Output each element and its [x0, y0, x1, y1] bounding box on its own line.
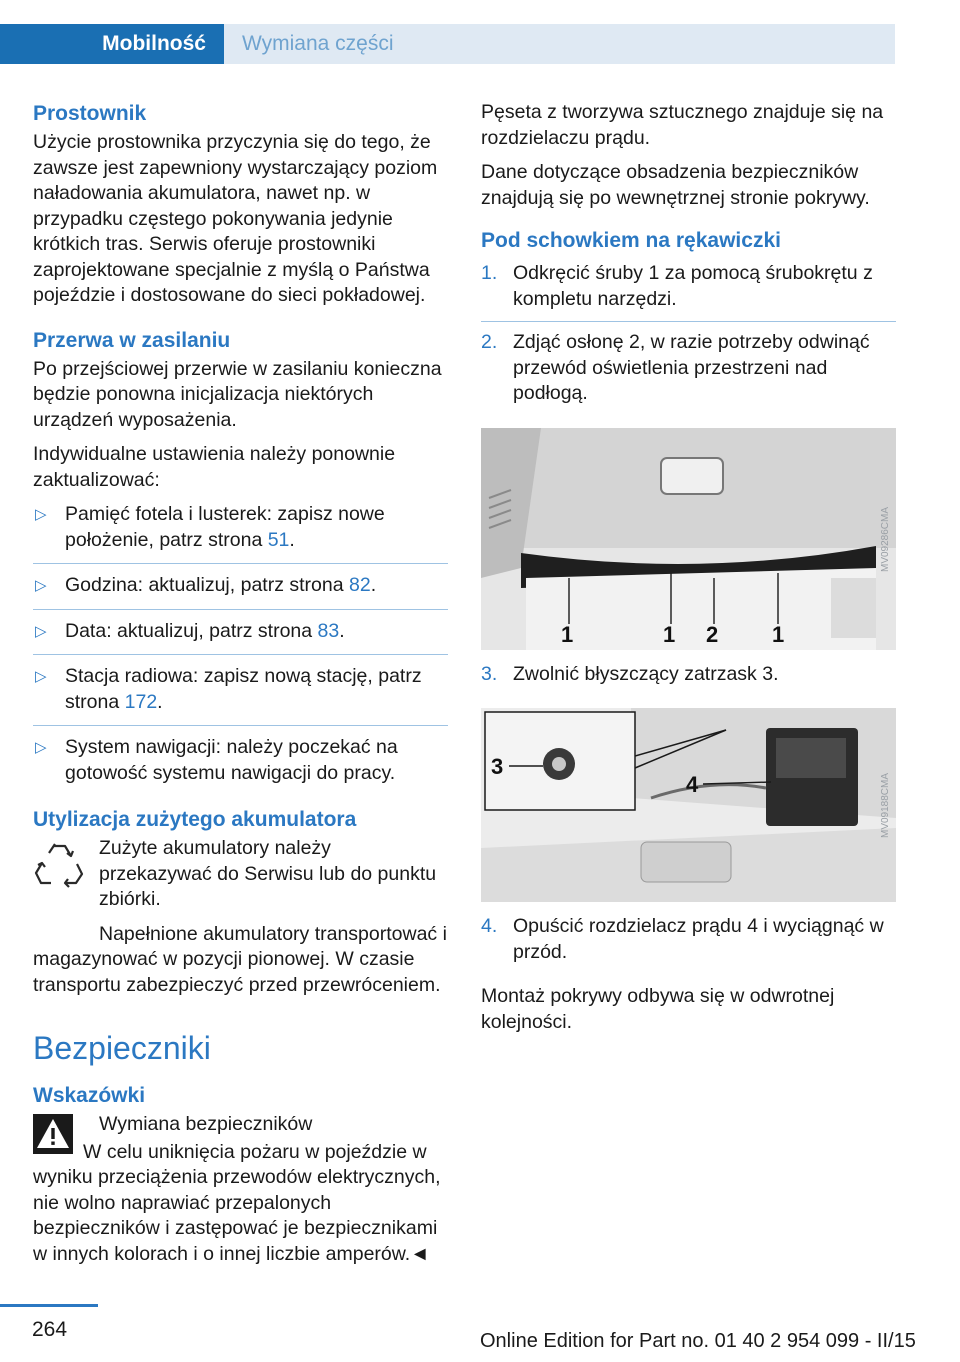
closing-text: Montaż pokrywy odbywa się w odwrotnej kolejności. — [481, 985, 835, 1033]
page-link[interactable]: 172 — [124, 690, 158, 713]
rectifier-text: Użycie prostownika przyczynia się do tego, że zawsze jest zapewniony wystarczający poziom naładowania akumulatora, nawet np. w przypadku częstego pokonywania jedynie krótkich tras. Serwis oferuje prostowniki zaprojektowane specjalnie z myślą o Państwa pojeździe i dostosowane do sieci pokładowej. — [33, 131, 438, 306]
edition-text: Online Edition for Part no. 01 40 2 954 099 - II/15 — [480, 1330, 916, 1352]
warning-title: Wymiana bezpieczników — [99, 1113, 313, 1135]
step-number: 3. — [481, 662, 498, 685]
list-item: ▷ Godzina: aktualizuj, patrz strona 82. — [33, 573, 448, 610]
glovebox-illustration — [481, 428, 896, 650]
glovebox-figure — [481, 428, 896, 650]
warning-text: W celu uniknięcia pożaru w pojeździe w wyniku przeciążenia przewodów elektrycznych, nie wolno naprawiać przepalonych bezpieczników i zastępować je bezpiecznikami w innych kolorach i o innej liczbie amperów.◄ — [33, 1140, 441, 1265]
fig2-label-4: 4 — [686, 772, 699, 797]
triangle-bullet-icon: ▷ — [35, 668, 47, 685]
triangle-bullet-icon: ▷ — [35, 506, 47, 523]
disposal-note — [33, 836, 448, 913]
triangle-bullet-icon: ▷ — [35, 739, 47, 756]
steps-list-b — [481, 662, 896, 697]
disposal-text: Zużyte akumulatory należy przekazywać do Serwisu lub do punktu zbiórki. — [99, 837, 437, 910]
fuses-heading: Bezpieczniki — [33, 1030, 211, 1066]
step-number: 4. — [481, 915, 498, 937]
list-item: ▷ Stacja radiowa: zapisz nową stację, patrz strona 172. — [33, 664, 448, 726]
fig1-label-2: 2 — [706, 621, 719, 647]
fuse-assignment-text: Dane dotyczące obsadzenia bezpieczników znajdują się po wewnętrznej stronie pokrywy. — [481, 161, 870, 209]
list-item: ▷ System nawigacji: należy poczekać na gotowość systemu nawigacji do pracy. — [35, 736, 398, 784]
step-text: Zdjąć osłonę 2, w razie potrzeby odwinąć przewód oświetlenia przestrzeni nad podłogą. — [513, 331, 870, 404]
notes-title: Wskazówki — [33, 1084, 146, 1107]
list-item: ▷ Data: aktualizuj, patrz strona 83. — [33, 619, 448, 656]
triangle-bullet-icon: ▷ — [35, 622, 47, 640]
fuse-warning — [33, 1112, 448, 1138]
header-subsection-tab: Wymiana części — [224, 24, 895, 64]
fig2-label-3: 3 — [491, 754, 504, 779]
glovebox-title: Pod schowkiem na rękawiczki — [481, 229, 781, 252]
fuse-box-figure — [481, 708, 896, 902]
update-settings-text: Indywidualne ustawienia należy ponownie zaktualizować: — [33, 443, 396, 491]
fig1-label-1b: 1 — [663, 621, 676, 647]
header-section-tab: Mobilność — [0, 24, 224, 64]
left-column — [33, 100, 448, 1276]
figure-code: MV09188CMA — [880, 772, 891, 838]
step-item — [481, 662, 896, 697]
settings-list — [33, 502, 448, 796]
page-link[interactable]: 82 — [348, 574, 371, 596]
warning-icon — [33, 1114, 73, 1159]
step-item — [481, 330, 896, 416]
steps-list-c — [481, 914, 896, 974]
step-item — [481, 261, 896, 322]
list-item: ▷ Pamięć fotela i lusterek: zapisz nowe położenie, patrz strona 51. — [33, 502, 448, 564]
tweezers-text: Pęseta z tworzywa sztucznego znajduje się na rozdzielaczu prądu. — [481, 101, 884, 149]
recycle-icon — [33, 838, 85, 895]
power-interruption-title: Przerwa w zasilaniu — [33, 328, 231, 352]
step-number: 1. — [481, 262, 498, 284]
step-item — [481, 914, 896, 974]
step-text: Zwolnić błyszczący zatrzask 3. — [513, 662, 779, 685]
fig1-label-1c: 1 — [772, 621, 785, 647]
triangle-bullet-icon: ▷ — [35, 577, 47, 594]
fuse-box-illustration — [481, 708, 896, 902]
power-interruption-text: Po przejściowej przerwie w zasilaniu konieczna będzie ponowna inicjalizacja niektórych urządzeń wyposażenia. — [33, 357, 442, 431]
figure-code: MV09286CMA — [880, 505, 891, 572]
transport-text: Napełnione akumulatory transportować i magazynować w pozycji pionowej. W czasie transportu zabezpieczyć przed przewróceniem. — [33, 922, 447, 996]
step-number: 2. — [481, 331, 498, 353]
steps-list-a — [481, 261, 896, 416]
page-link[interactable]: 83 — [317, 619, 340, 642]
page-link[interactable]: 51 — [267, 528, 290, 551]
page-number: 264 — [32, 1318, 68, 1341]
page-number-rule — [0, 1304, 98, 1307]
rectifier-title: Prostownik — [33, 102, 147, 125]
step-text: Opuścić rozdzielacz prądu 4 i wyciągnąć w przód. — [513, 915, 884, 963]
fig1-label-1a: 1 — [561, 621, 574, 647]
step-text: Odkręcić śruby 1 za pomocą śrubokrętu z kompletu narzędzi. — [513, 262, 873, 310]
disposal-title: Utylizacja zużytego akumulatora — [33, 808, 357, 831]
right-column — [481, 100, 896, 1044]
